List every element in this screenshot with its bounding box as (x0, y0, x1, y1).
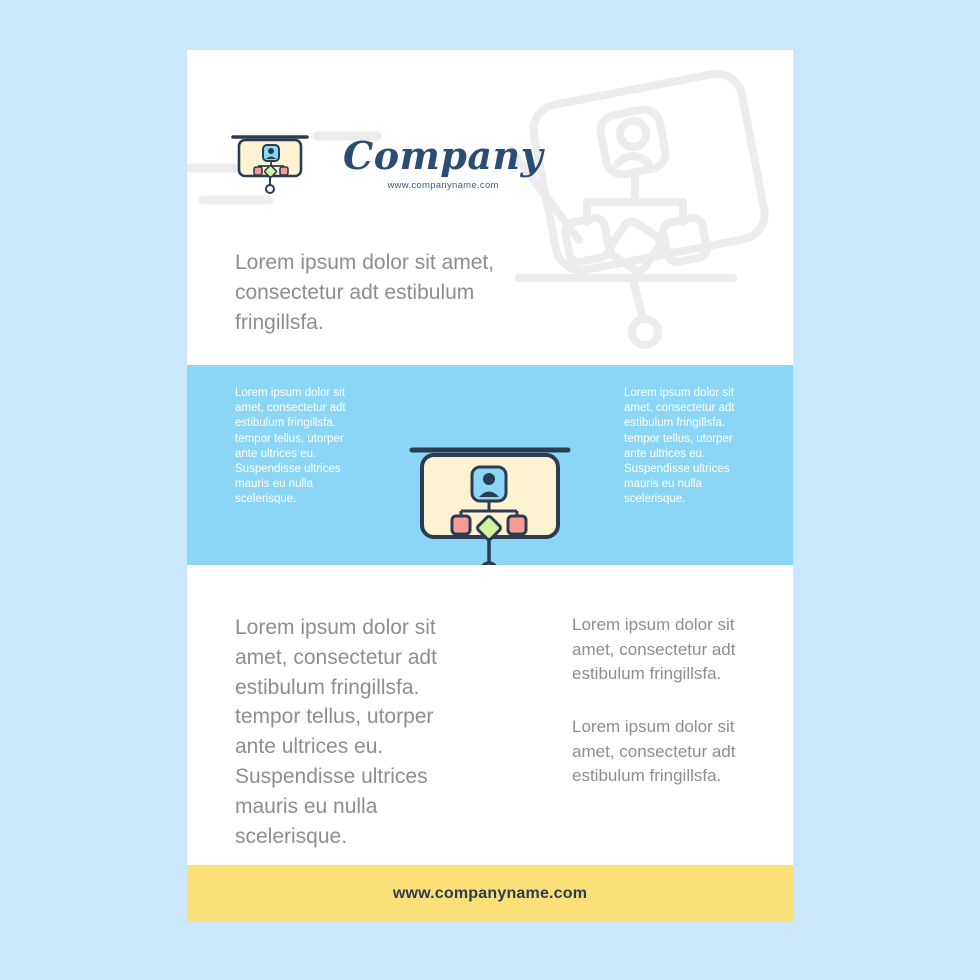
brand-text (343, 133, 544, 191)
body-right-paragraph-1: Lorem ipsum dolor sit amet, consectetur adt estibulum fringillsfa. (572, 615, 736, 684)
brochure-page (187, 50, 793, 922)
decorative-watermark-icon (483, 50, 793, 365)
presentation-board-network-icon (227, 132, 313, 196)
header-lede-text: Lorem ipsum dolor sit amet, consectetur adt estibulum fringillsfa. (235, 251, 495, 334)
footer-bar (187, 865, 793, 922)
company-url: www.companyname.com (387, 180, 499, 191)
company-name: Company (343, 133, 544, 178)
band-text-left: Lorem ipsum dolor sit amet, consectetur adt estibulum fringillsfa. tempor tellus, utorper ante ultrices eu. Suspendisse ultrices mauris eu nulla scelerisque. (235, 387, 346, 506)
footer-url[interactable]: www.companyname.com (392, 884, 588, 902)
band-text-right: Lorem ipsum dolor sit amet, consectetur adt estibulum fringillsfa. tempor tellus, utorper ante ultrices eu. Suspendisse ultrices mauris eu nulla scelerisque. (624, 387, 735, 506)
body-text-left: Lorem ipsum dolor sit amet, consectetur adt estibulum fringillsfa. tempor tellus, utorper ante ultrices eu. Suspendisse ultrices mauris eu nulla scelerisque. (235, 616, 437, 848)
highlight-band (187, 365, 793, 565)
header-section (187, 50, 793, 365)
body-section (187, 565, 793, 865)
brand-row (227, 132, 543, 196)
body-right-paragraph-2: Lorem ipsum dolor sit amet, consectetur adt estibulum fringillsfa. (572, 716, 736, 786)
body-text-right (572, 613, 772, 817)
